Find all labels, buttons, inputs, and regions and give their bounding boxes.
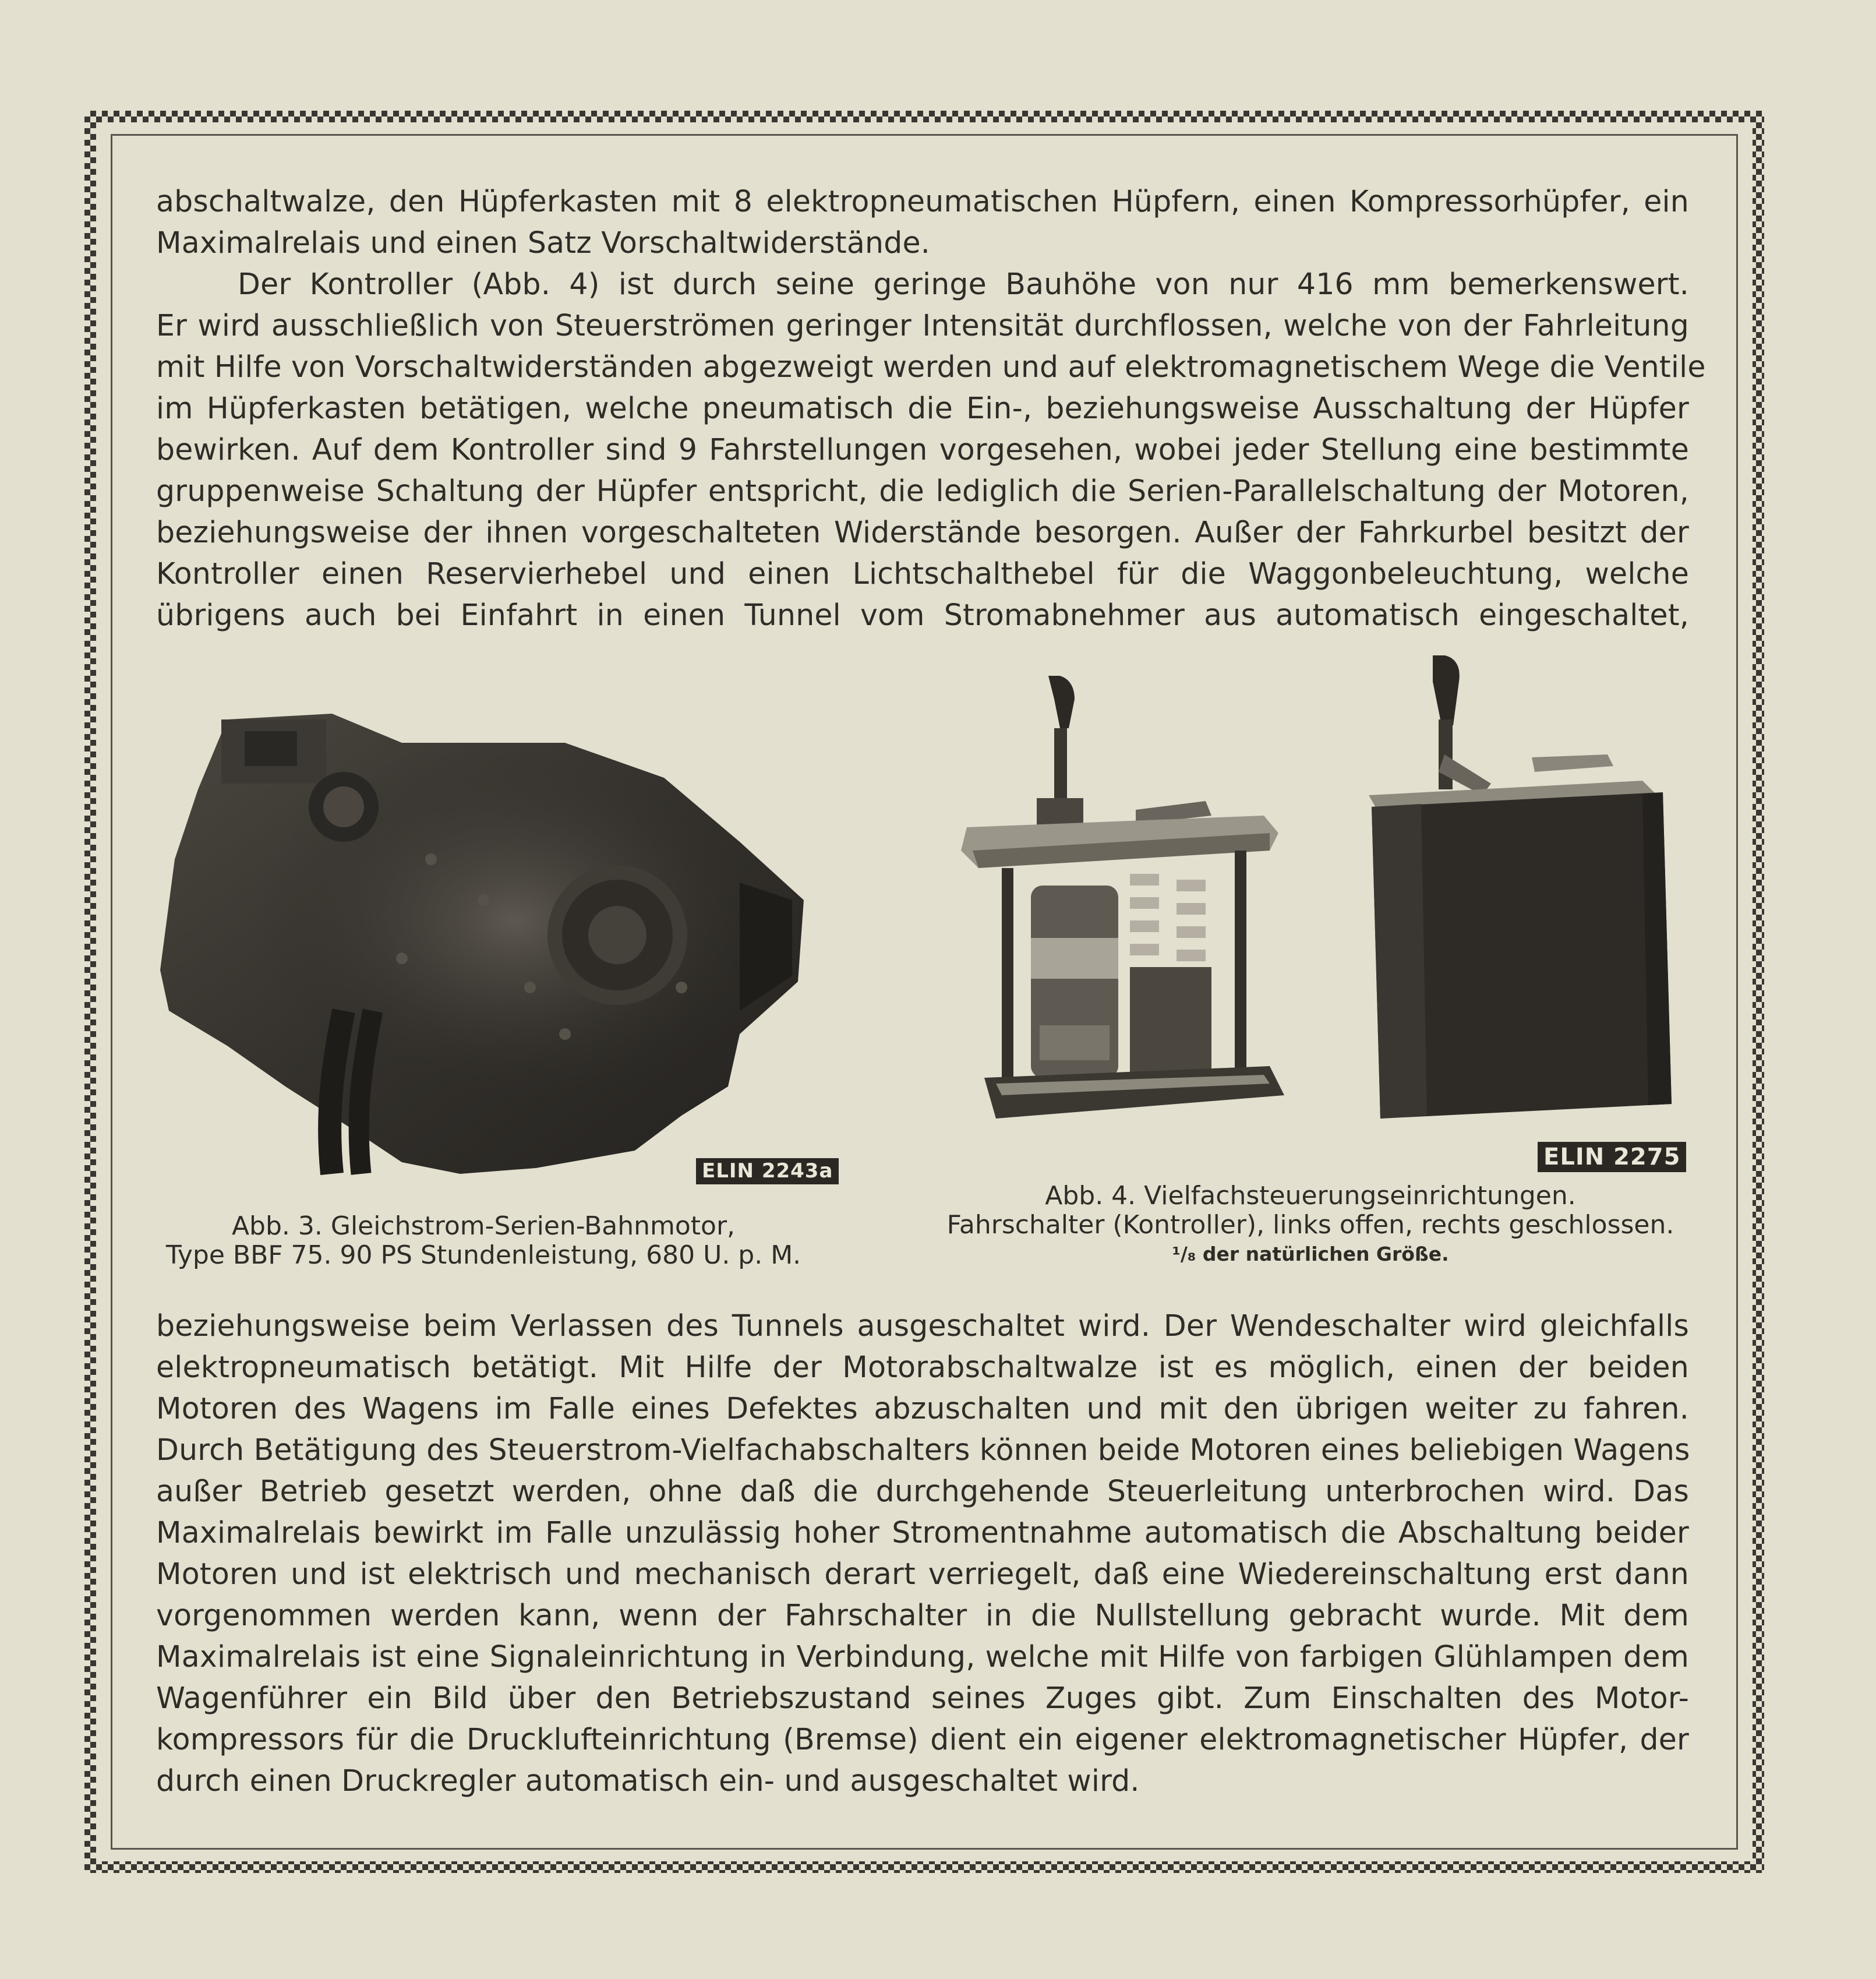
text-line: Der Kontroller (Abb. 4) ist durch seine geringe Bauhöhe von nur 416 mm bemerkenswert. [238,267,1689,301]
text-line: Wagenführer ein Bild über den Betriebszustand seines Zuges gibt. Zum Einschalten des Motor- [156,1681,1689,1715]
figure-4-caption [932,1181,1689,1269]
paragraph-top [156,181,1706,636]
caption-line: Fahrschalter (Kontroller), links offen, rechts geschlossen. [946,1210,1674,1240]
text-line: beziehungsweise beim Verlassen des Tunnels ausgeschaltet wird. Der Wendeschalter wird gleichfalls [156,1308,1689,1343]
text-line: Maximalrelais und einen Satz Vorschaltwiderstände. [156,225,931,260]
text-line: übrigens auch bei Einfahrt in einen Tunnel vom Stromabnehmer aus automatisch eingeschaltet, [156,598,1689,632]
text-line: Motoren des Wagens im Falle eines Defektes abzuschalten und mit den übrigen weiter zu fahren. [156,1391,1689,1426]
text-line: kompressors für die Drucklufteinrichtung (Bremse) dient ein eigener elektromagnetischer Hüpfer, der [156,1722,1689,1756]
text-line: Durch Betätigung des Steuerstrom-Vielfachabschalters können beide Motoren eines beliebigen Wagens [156,1433,1690,1467]
text-line: elektropneumatisch betätigt. Mit Hilfe der Motorabschaltwalze ist es möglich, einen der beiden [156,1350,1689,1384]
text-line: im Hüpferkasten betätigen, welche pneumatisch die Ein-, beziehungsweise Ausschaltung der Hüpfer [156,391,1689,425]
text-line: durch einen Druckregler automatisch ein- und ausgeschaltet wird. [156,1763,1140,1798]
caption-line: Abb. 3. Gleichstrom-Serien-Bahnmotor, [231,1211,736,1241]
text-line: mit Hilfe von Vorschaltwiderständen abgezweigt werden und auf elektromagnetischem Wege die Ventile [156,350,1706,384]
paragraph-bottom [156,1305,1689,1801]
motor-photograph [157,708,810,1194]
figure-3-caption [157,1212,810,1270]
text-line: abschaltwalze, den Hüpferkasten mit 8 elektropneumatischen Hüpfern, einen Kompressorhüpfer, ein [156,184,1689,218]
photo-stamp: ELIN 2275 [1538,1142,1686,1172]
text-line: außer Betrieb gesetzt werden, ohne daß die durchgehende Steuerleitung unterbrochen wird. Das [156,1474,1689,1508]
text-line: Kontroller einen Reservierhebel und einen Lichtschalthebel für die Waggonbeleuchtung, welche [156,556,1689,591]
photo-stamp: ELIN 2243a [696,1158,839,1184]
text-line: Maximalrelais bewirkt im Falle unzulässig hoher Stromentnahme automatisch die Abschaltung beider [156,1515,1689,1550]
caption-line: Abb. 4. Vielfachsteuerungseinrichtungen. [1045,1181,1576,1211]
caption-line: Type BBF 75. 90 PS Stundenleistung, 680 U. p. M. [165,1240,801,1270]
text-line: bewirken. Auf dem Kontroller sind 9 Fahrstellungen vorgesehen, wobei jeder Stellung eine bestimmte [156,432,1689,467]
text-line: beziehungsweise der ihnen vorgeschalteten Widerstände besorgen. Außer der Fahrkurbel besitzt der [156,515,1689,549]
controller-closed-photograph [1357,655,1683,1119]
text-line: vorgenommen werden kann, wenn der Fahrschalter in die Nullstellung gebracht wurde. Mit dem [156,1598,1689,1632]
caption-line: ¹/₈ der natürlichen Größe. [1172,1243,1449,1265]
text-line: Er wird ausschließlich von Steuerströmen geringer Intensität durchflossen, welche von der Fahrleitung [156,308,1689,343]
text-line: Motoren und ist elektrisch und mechanisch derart verriegelt, daß eine Wiedereinschaltung erst dann [156,1557,1689,1591]
text-line: Maximalrelais ist eine Signaleinrichtung in Verbindung, welche mit Hilfe von farbigen Glühlampen dem [156,1639,1689,1674]
controller-open-photograph [961,676,1287,1124]
text-line: gruppenweise Schaltung der Hüpfer entspricht, die lediglich die Serien-Parallelschaltung der Motoren, [156,474,1689,508]
